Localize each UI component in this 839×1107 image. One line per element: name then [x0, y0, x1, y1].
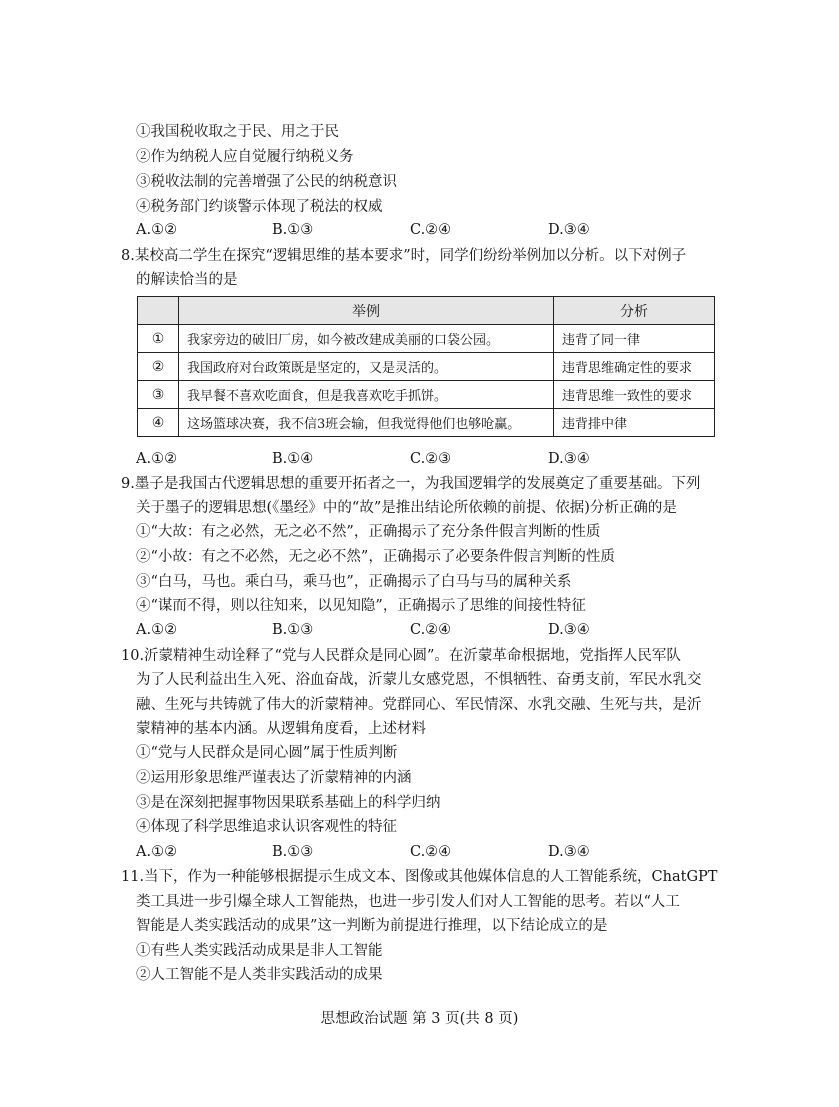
q10-stem-line-3: 融、生死与共铸就了伟大的沂蒙精神。党群同心、军民情深、水乳交融、生死与共，是沂	[136, 697, 702, 713]
q10-option-a: A.①②	[136, 844, 178, 860]
table-row	[138, 325, 715, 353]
q10-stem-line-4: 蒙精神的基本内涵。从逻辑角度看，上述材料	[136, 721, 426, 737]
q8-option-a: A.①②	[136, 451, 178, 467]
row-example: 我家旁边的破旧厂房，如今被改建成美丽的口袋公园。	[179, 325, 554, 353]
q7-item-2: ②作为纳税人应自觉履行纳税义务	[136, 149, 354, 165]
row-number: ②	[138, 353, 179, 381]
q10-stem-line-1: 10.沂蒙精神生动诠释了“党与人民群众是同心圆”。在沂蒙革命根据地，党指挥人民军队	[121, 648, 681, 664]
q7-item-4: ④税务部门约谈警示体现了税法的权威	[136, 199, 383, 215]
row-example: 我早餐不喜欢吃面食，但是我喜欢吃手抓饼。	[179, 381, 554, 409]
q7-option-c: C.②④	[410, 222, 452, 238]
q7-item-1: ①我国税收取之于民、用之于民	[136, 124, 339, 140]
q11-stem-line-1: 11.当下，作为一种能够根据提示生成文本、图像或其他媒体信息的人工智能系统，ChatGPT	[121, 869, 718, 885]
q10-item-1: ①“党与人民群众是同心圆”属于性质判断	[136, 745, 398, 761]
row-analysis: 违背思维一致性的要求	[554, 381, 715, 409]
row-example: 我国政府对台政策既是坚定的，又是灵活的。	[179, 353, 554, 381]
q10-stem-line-2: 为了人民利益出生入死、浴血奋战，沂蒙儿女感党恩，不惧牺牲、奋勇支前，军民水乳交	[136, 672, 702, 688]
q8-option-b: B.①④	[272, 451, 314, 467]
row-analysis: 违背排中律	[554, 409, 715, 437]
table-row	[138, 381, 715, 409]
q10-item-2: ②运用形象思维严谨表达了沂蒙精神的内涵	[136, 770, 412, 786]
q9-item-2: ②“小故：有之不必然，无之必不然”，正确揭示了必要条件假言判断的性质	[136, 549, 615, 565]
q9-option-a: A.①②	[136, 622, 178, 638]
q11-item-2: ②人工智能不是人类非实践活动的成果	[136, 967, 383, 983]
q8-stem-line-2: 的解读恰当的是	[136, 272, 238, 288]
q7-option-d: D.③④	[548, 222, 590, 238]
q10-option-b: B.①③	[272, 844, 314, 860]
row-number: ④	[138, 409, 179, 437]
table-header-row	[138, 297, 715, 325]
page-footer: 思想政治试题 第 3 页(共 8 页)	[320, 1011, 519, 1027]
q10-item-4: ④体现了科学思维追求认识客观性的特征	[136, 819, 397, 835]
q10-option-d: D.③④	[548, 844, 590, 860]
q9-option-b: B.①③	[272, 622, 314, 638]
table-row	[138, 409, 715, 437]
row-number: ③	[138, 381, 179, 409]
q11-stem-line-2: 类工具进一步引爆全球人工智能热，也进一步引发人们对人工智能的思考。若以“人工	[136, 894, 680, 910]
table-header-example: 举例	[179, 297, 554, 325]
row-example: 这场篮球决赛，我不信3班会输，但我觉得他们也够呛赢。	[179, 409, 554, 437]
q9-stem-line-2: 关于墨子的逻辑思想(《墨经》中的“故”是推出结论所依赖的前提、依据)分析正确的是	[136, 500, 677, 516]
table-header-analysis: 分析	[554, 297, 715, 325]
q7-option-b: B.①③	[272, 222, 314, 238]
row-analysis: 违背思维确定性的要求	[554, 353, 715, 381]
q9-option-c: C.②④	[410, 622, 452, 638]
q7-option-a: A.①②	[136, 222, 178, 238]
q9-item-4: ④“谋而不得，则以往知来，以见知隐”，正确揭示了思维的间接性特征	[136, 598, 586, 614]
q10-item-3: ③是在深刻把握事物因果联系基础上的科学归纳	[136, 795, 441, 811]
q9-item-3: ③“白马，马也。乘白马，乘马也”，正确揭示了白马与马的属种关系	[136, 574, 572, 590]
q8-stem-line-1: 8.某校高二学生在探究“逻辑思维的基本要求”时，同学们纷纷举例加以分析。以下对例子	[121, 248, 687, 264]
q11-item-1: ①有些人类实践活动成果是非人工智能	[136, 943, 383, 959]
q8-example-table	[137, 296, 715, 437]
q9-item-1: ①“大故：有之必然，无之必不然”，正确揭示了充分条件假言判断的性质	[136, 524, 601, 540]
q8-option-d: D.③④	[548, 451, 590, 467]
q11-stem-line-3: 智能是人类实践活动的成果”这一判断为前提进行推理，以下结论成立的是	[136, 918, 608, 934]
q9-option-d: D.③④	[548, 622, 590, 638]
table-header-num	[138, 297, 179, 325]
row-number: ①	[138, 325, 179, 353]
q9-stem-line-1: 9.墨子是我国古代逻辑思想的重要开拓者之一，为我国逻辑学的发展奠定了重要基础。下列	[121, 476, 701, 492]
q10-option-c: C.②④	[410, 844, 452, 860]
row-analysis: 违背了同一律	[554, 325, 715, 353]
table-row	[138, 353, 715, 381]
q8-option-c: C.②③	[410, 451, 452, 467]
q7-item-3: ③税收法制的完善增强了公民的纳税意识	[136, 174, 397, 190]
